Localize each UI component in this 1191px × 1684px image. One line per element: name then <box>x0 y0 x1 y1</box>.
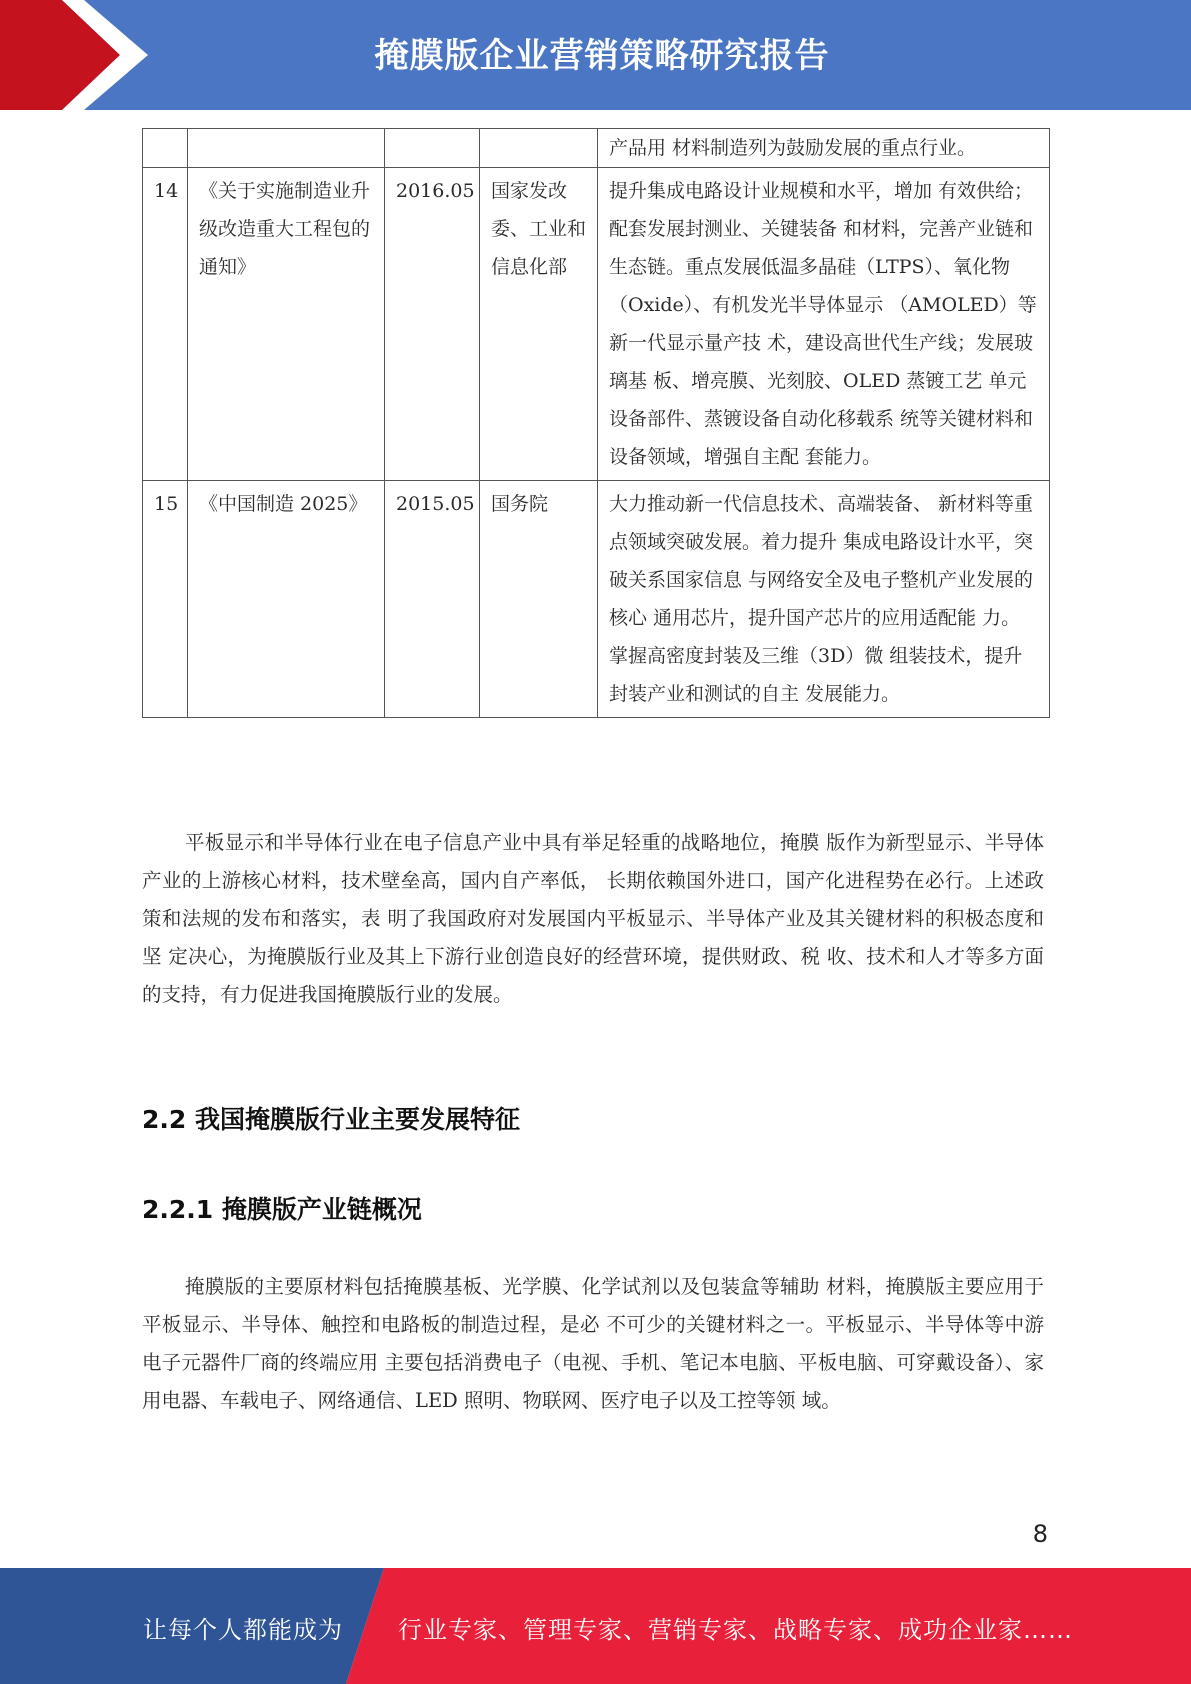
policy-name-cell <box>188 129 385 168</box>
table-row <box>143 481 1050 718</box>
issue-date-cell <box>385 129 480 168</box>
subsection-heading: 2.2.1 掩膜版产业链概况 <box>142 1195 422 1224</box>
policy-name-cell: 《关于实施制造业升级改造重大工程包的通知》 <box>188 168 385 481</box>
row-number-cell <box>143 129 188 168</box>
issuing-dept-cell: 国务院 <box>480 481 598 718</box>
footer-slogan-left: 让每个人都能成为 <box>143 1616 343 1644</box>
header-banner <box>0 0 1191 110</box>
footer-slogan-right: 行业专家、管理专家、营销专家、战略专家、成功企业家…… <box>398 1616 1073 1644</box>
issue-date-cell: 2015.05 <box>385 481 480 718</box>
page-number: 8 <box>1032 1520 1048 1548</box>
policy-name-cell: 《中国制造 2025》 <box>188 481 385 718</box>
issuing-dept-cell: 国家发改委、工业和信息化部 <box>480 168 598 481</box>
row-number-cell: 15 <box>143 481 188 718</box>
report-title: 掩膜版企业营销策略研究报告 <box>374 36 830 76</box>
policy-content-cell: 提升集成电路设计业规模和水平，增加 有效供给；配套发展封测业、关键装备 和材料，完善产业链和生态链。重点发展低温多晶硅（LTPS）、氧化物 （Oxide）、有机发光半导体显示 （AMOLED）等新一代显示量产技 术，建设高世代生产线；发展玻璃基 板、增亮膜、光刻胶、OLED 蒸镀工艺 单元设备部件、蒸镀设备自动化移载系 统等关键材料和设备领域，增强自主配 套能力。 <box>598 168 1050 481</box>
footer-banner <box>0 1568 1191 1684</box>
paragraph-policy-summary: 平板显示和半导体行业在电子信息产业中具有举足轻重的战略地位，掩膜 版作为新型显示、半导体产业的上游核心材料，技术壁垒高，国内自产率低， 长期依赖国外进口，国产化进程势在必行。上述政策和法规的发布和落实，表 明了我国政府对发展国内平板显示、半导体产业及其关键材料的积极态度和坚 定决心，为掩膜版行业及其上下游行业创造良好的经营环境，提供财政、税 收、技术和人才等多方面的支持，有力促进我国掩膜版行业的发展。 <box>142 831 1044 1006</box>
issue-date-cell: 2016.05 <box>385 168 480 481</box>
policy-content-cell: 大力推动新一代信息技术、高端装备、 新材料等重点领域突破发展。着力提升 集成电路设计水平，突破关系国家信息 与网络安全及电子整机产业发展的核心 通用芯片，提升国产芯片的应用适配能 力。掌握高密度封装及三维（3D）微 组装技术，提升封装产业和测试的自主 发展能力。 <box>598 481 1050 718</box>
issuing-dept-cell <box>480 129 598 168</box>
section-heading: 2.2 我国掩膜版行业主要发展特征 <box>142 1105 520 1134</box>
policy-table <box>142 128 1050 718</box>
paragraph-industry-chain: 掩膜版的主要原材料包括掩膜基板、光学膜、化学试剂以及包装盒等辅助 材料，掩膜版主要应用于平板显示、半导体、触控和电路板的制造过程，是必 不可少的关键材料之一。平板显示、半导体等中游电子元器件厂商的终端应用 主要包括消费电子（电视、手机、笔记本电脑、平板电脑、可穿戴设备）、家 用电器、车载电子、网络通信、LED 照明、物联网、医疗电子以及工控等领 域。 <box>142 1275 1044 1412</box>
policy-content-cell: 产品用 材料制造列为鼓励发展的重点行业。 <box>598 129 1050 168</box>
row-number-cell: 14 <box>143 168 188 481</box>
table-row <box>143 168 1050 481</box>
table-row <box>143 129 1050 168</box>
